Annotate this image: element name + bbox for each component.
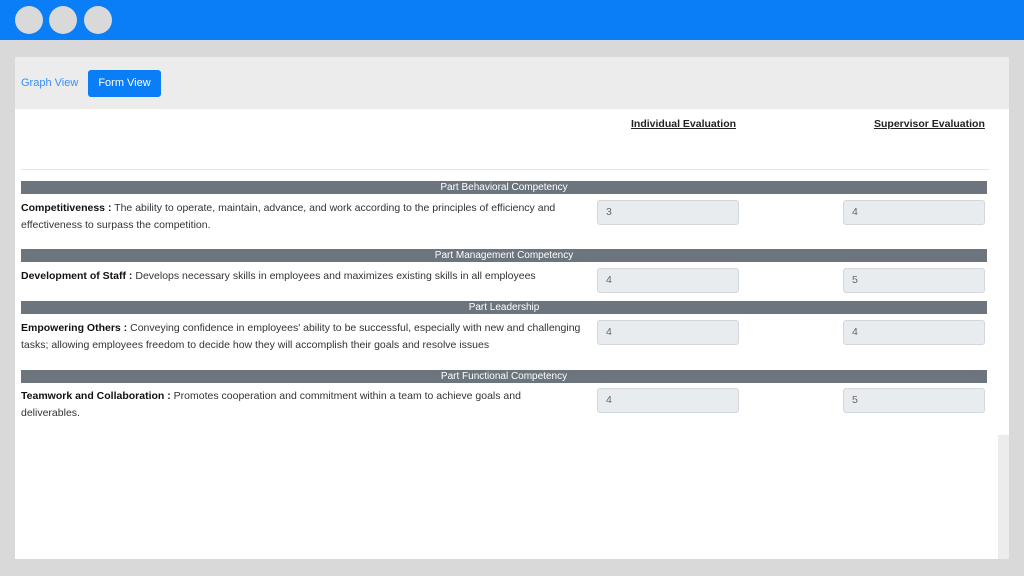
supervisor-score-field[interactable]: 4: [843, 200, 985, 225]
item-name: Teamwork and Collaboration :: [21, 390, 171, 402]
supervisor-score-field[interactable]: 5: [843, 388, 985, 413]
individual-score-field[interactable]: 3: [597, 200, 739, 225]
header-divider: [21, 169, 989, 170]
item-description-competitiveness: [21, 200, 581, 234]
content-frame: [15, 57, 1009, 559]
window-control-dot-3[interactable]: [84, 6, 112, 34]
window-control-dot-1[interactable]: [15, 6, 43, 34]
item-description-development-of-staff: [21, 268, 581, 285]
item-name: Empowering Others :: [21, 322, 128, 334]
supervisor-evaluation-header: Supervisor Evaluation: [874, 118, 985, 130]
individual-score-field[interactable]: 4: [597, 320, 739, 345]
scrollbar-track[interactable]: [998, 435, 1009, 559]
individual-score-field[interactable]: 4: [597, 388, 739, 413]
tab-graph-view[interactable]: Graph View: [21, 77, 79, 89]
supervisor-score-field[interactable]: 4: [843, 320, 985, 345]
section-header-behavioral: Part Behavioral Competency: [21, 181, 987, 194]
item-text: The ability to operate, maintain, advance, and work according to the principles of efficiency and effectiveness to surpass the competition.: [21, 202, 556, 231]
item-text: Promotes cooperation and commitment within a team to achieve goals and deliverables.: [21, 390, 521, 419]
evaluation-form: [15, 109, 998, 559]
item-description-empowering-others: [21, 320, 581, 354]
view-tabs: [15, 57, 1009, 109]
window-control-dot-2[interactable]: [49, 6, 77, 34]
supervisor-score-field[interactable]: 5: [843, 268, 985, 293]
item-description-teamwork: [21, 388, 581, 422]
section-header-leadership: Part Leadership: [21, 301, 987, 314]
item-text: Develops necessary skills in employees and maximizes existing skills in all employees: [132, 270, 536, 282]
section-header-management: Part Management Competency: [21, 249, 987, 262]
window-title-bar: [0, 0, 1024, 40]
individual-evaluation-header: Individual Evaluation: [631, 118, 737, 130]
individual-score-field[interactable]: 4: [597, 268, 739, 293]
item-name: Development of Staff :: [21, 270, 133, 282]
tab-form-view[interactable]: Form View: [88, 70, 161, 97]
item-text: Conveying confidence in employees' ability to be successful, especially with new and challenging tasks; allowing employees freedom to decide how they will accomplish their goals and resolve issues: [21, 322, 581, 351]
item-name: Competitiveness :: [21, 202, 112, 214]
section-header-functional: Part Functional Competency: [21, 370, 987, 383]
